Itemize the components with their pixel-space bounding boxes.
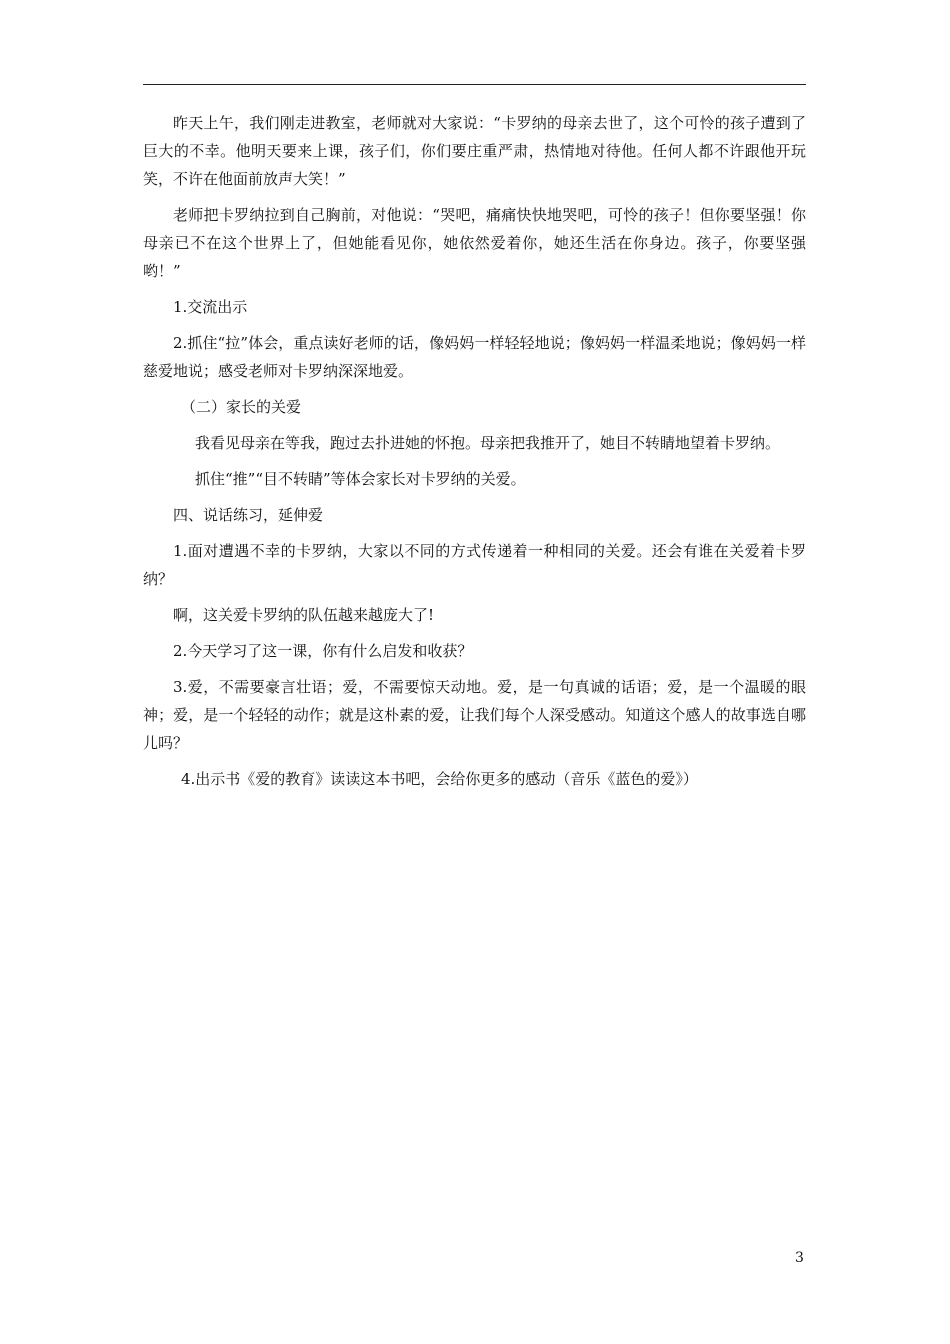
paragraph-12: 3.爱，不需要豪言壮语；爱，不需要惊天动地。爱，是一句真诚的话语；爱，是一个温暖的眼神；爱，是一个轻轻的动作；就是这朴素的爱，让我们每个人深受感动。知道这个感人的故事选自哪儿吗？ [143, 678, 806, 752]
paragraph-11: 2.今天学习了这一课，你有什么启发和收获？ [173, 642, 473, 660]
paragraph-3: 1.交流出示 [173, 298, 248, 316]
document-body [143, 109, 806, 801]
page-number: 3 [795, 1250, 804, 1266]
paragraph-13: 4.出示书《爱的教育》读读这本书吧，会给你更多的感动（音乐《蓝色的爱》） [181, 770, 698, 788]
header-rule [143, 84, 806, 85]
paragraph-4: 2.抓住“拉”体会，重点读好老师的话，像妈妈一样轻轻地说；像妈妈一样温柔地说；像妈妈一样慈爱地说；感受老师对卡罗纳深深地爱。 [143, 334, 806, 380]
paragraph-2: 老师把卡罗纳拉到自己胸前，对他说：“哭吧，痛痛快快地哭吧，可怜的孩子！但你要坚强！你母亲已不在这个世界上了，但她能看见你，她依然爱着你，她还生活在你身边。孩子，你要坚强哟！” [143, 206, 806, 280]
paragraph-1: 昨天上午，我们刚走进教室，老师就对大家说：“卡罗纳的母亲去世了，这个可怜的孩子遭到了巨大的不幸。他明天要来上课，孩子们，你们要庄重严肃，热情地对待他。任何人都不许跟他开玩笑，不许在他面前放声大笑！” [143, 114, 806, 188]
paragraph-9: 1.面对遭遇不幸的卡罗纳，大家以不同的方式传递着一种相同的关爱。还会有谁在关爱着卡罗纳？ [143, 542, 806, 588]
section-heading-parent-care: （二）家长的关爱 [181, 398, 302, 416]
section-heading-speaking-practice: 四、说话练习，延伸爱 [173, 506, 324, 524]
paragraph-7: 抓住“推”“目不转睛”等体会家长对卡罗纳的关爱。 [195, 470, 526, 488]
paragraph-6: 我看见母亲在等我，跑过去扑进她的怀抱。母亲把我推开了，她目不转睛地望着卡罗纳。 [195, 434, 781, 452]
paragraph-10: 啊，这关爱卡罗纳的队伍越来越庞大了! [173, 606, 435, 624]
